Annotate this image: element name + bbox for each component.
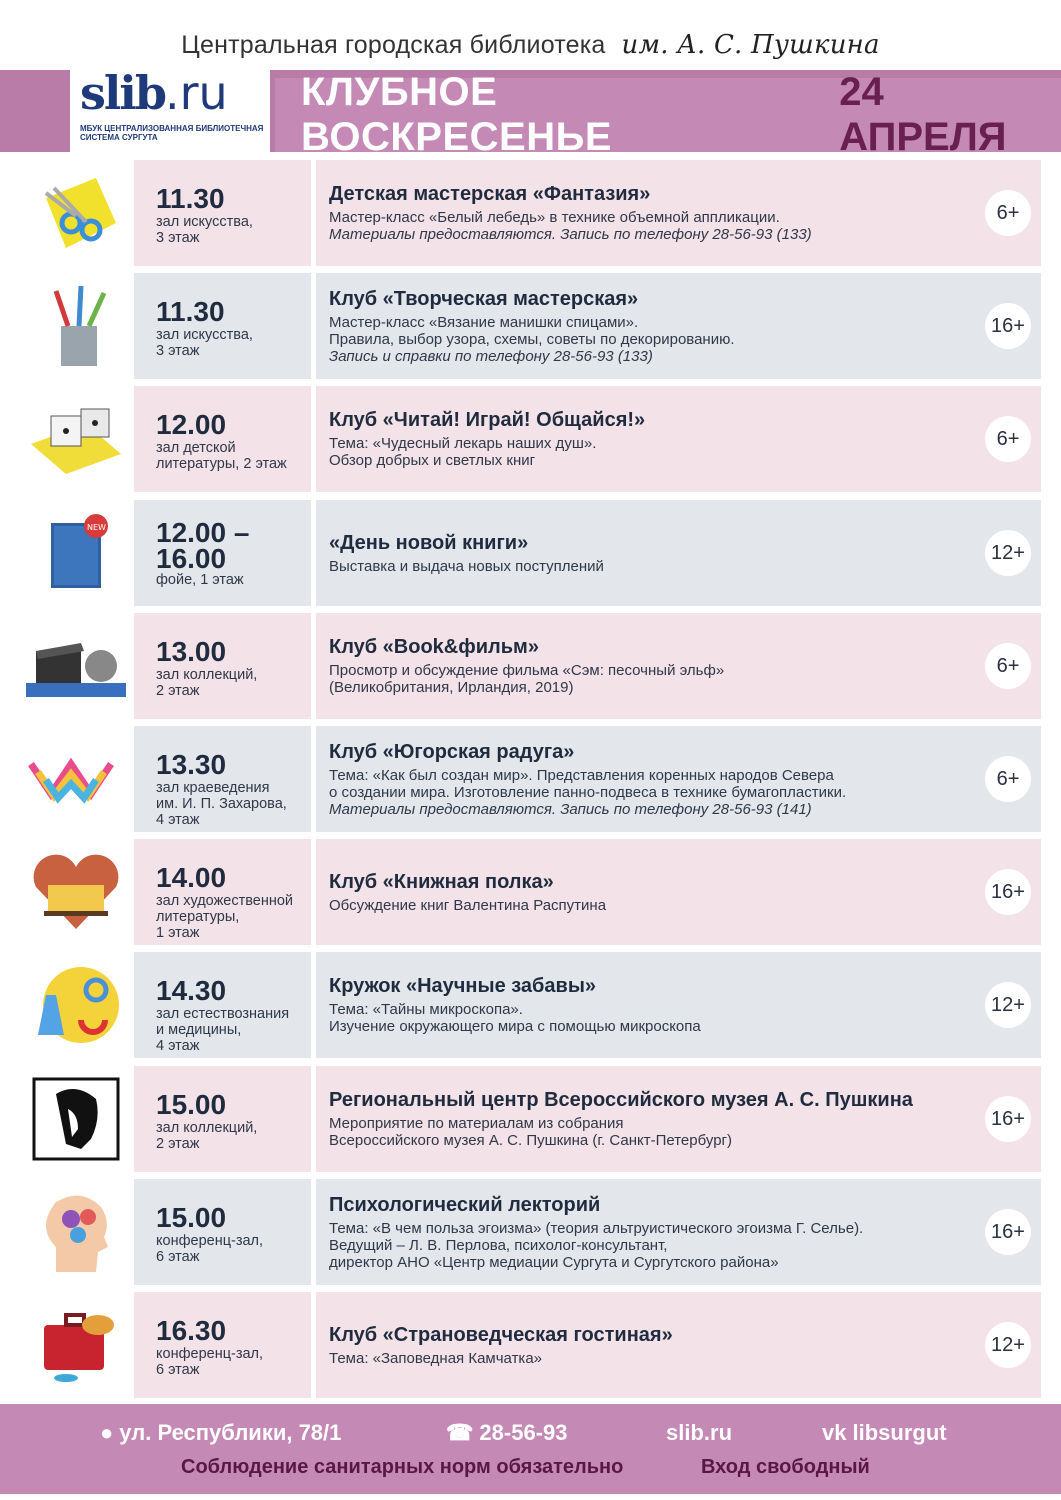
event-info-cell — [316, 1179, 1041, 1285]
event-description: Тема: «Как был создан мир». Представления коренных народов Севера — [329, 767, 834, 784]
dice-icon — [20, 386, 132, 492]
footer-note-entry: Вход свободный — [701, 1456, 870, 1478]
event-venue: зал искусства, — [156, 214, 253, 230]
event-time-cell — [134, 273, 311, 379]
event-time: 12.00 — [156, 409, 227, 440]
title-main: КЛУБНОЕ ВОСКРЕСЕНЬЕ — [301, 70, 613, 159]
event-row — [20, 726, 1041, 832]
event-venue: им. И. П. Захарова, — [156, 796, 287, 812]
svg-text:NEW: NEW — [87, 523, 106, 532]
logo-mark — [80, 66, 228, 120]
heart-bookshelf-icon — [20, 839, 132, 945]
event-title: Клуб «Творческая мастерская» — [329, 288, 639, 310]
event-venue: 6 этаж — [156, 1249, 200, 1265]
age-rating-badge: 12+ — [985, 982, 1031, 1028]
event-title: Клуб «Книжная полка» — [329, 871, 554, 893]
event-row — [20, 839, 1041, 945]
age-rating-badge: 16+ — [985, 1096, 1031, 1142]
library-name — [0, 30, 1061, 60]
event-time-cell — [134, 1292, 311, 1398]
event-time: 11.30 — [156, 296, 225, 327]
event-venue: зал естествознания — [156, 1006, 290, 1022]
event-venue: 4 этаж — [156, 812, 200, 828]
event-description: Правила, выбор узора, схемы, советы по декорированию. — [329, 331, 735, 348]
event-info-cell — [316, 613, 1041, 719]
event-description: Всероссийского музея А. С. Пушкина (г. Санкт-Петербург) — [329, 1132, 733, 1149]
library-name-text: Центральная городская библиотека — [181, 31, 606, 59]
logo[interactable] — [70, 62, 270, 154]
age-rating-badge: 12+ — [985, 530, 1031, 576]
event-time: 14.00 — [156, 862, 227, 893]
event-registration-note: Материалы предоставляются. Запись по телефону 28-56-93 (141) — [329, 801, 812, 818]
phone-icon: ☎ — [446, 1420, 474, 1445]
event-venue: конференц-зал, — [156, 1233, 264, 1249]
event-info-cell — [316, 273, 1041, 379]
event-venue: 3 этаж — [156, 230, 200, 246]
event-title: Клуб «Book&фильм» — [329, 636, 539, 658]
event-info-cell — [316, 160, 1041, 266]
event-time-cell — [134, 613, 311, 719]
event-time: 15.00 — [156, 1089, 227, 1120]
event-time: 14.30 — [156, 975, 227, 1006]
event-time-cell — [134, 386, 311, 492]
event-time-cell — [134, 952, 311, 1058]
event-description: Мастер-класс «Вязание манишки спицами». — [329, 314, 639, 331]
rainbow-logo-icon — [20, 726, 132, 832]
event-title: Клуб «Читай! Играй! Общайся!» — [329, 409, 646, 431]
vk-icon: vk — [822, 1420, 847, 1445]
science-flask-icon — [20, 952, 132, 1058]
event-venue: и медицины, — [156, 1022, 242, 1038]
event-description: Тема: «Заповедная Камчатка» — [329, 1350, 543, 1367]
event-description: Выставка и выдача новых поступлений — [329, 558, 604, 575]
event-info-cell — [316, 1066, 1041, 1172]
event-time: 13.00 — [156, 636, 227, 667]
age-rating-badge: 16+ — [985, 303, 1031, 349]
age-rating-badge: 12+ — [985, 1322, 1031, 1368]
event-venue: зал художественной — [156, 893, 294, 909]
event-info-cell — [316, 726, 1041, 832]
event-description: Мастер-класс «Белый лебедь» в технике объемной аппликации. — [329, 209, 780, 226]
footer — [0, 1404, 1061, 1494]
event-description: Обсуждение книг Валентина Распутина — [329, 897, 607, 914]
head-gears-icon — [20, 1179, 132, 1285]
event-venue: конференц-зал, — [156, 1346, 264, 1362]
page-title — [275, 70, 1061, 159]
event-description: (Великобритания, Ирландия, 2019) — [329, 679, 574, 696]
event-venue: 2 этаж — [156, 683, 200, 699]
event-info-cell — [316, 839, 1041, 945]
logo-mark-text: slib — [80, 66, 166, 120]
event-row — [20, 273, 1041, 379]
event-title: Клуб «Югорская радуга» — [329, 741, 575, 763]
age-rating-badge: 6+ — [985, 190, 1031, 236]
suitcase-icon — [20, 1292, 132, 1398]
event-venue: 2 этаж — [156, 1136, 200, 1152]
film-clapper-icon — [20, 613, 132, 719]
event-description: директор АНО «Центр медиации Сургута и Сургутского района» — [329, 1254, 779, 1271]
event-registration-note: Запись и справки по телефону 28-56-93 (133) — [329, 348, 653, 365]
event-registration-note: Материалы предоставляются. Запись по телефону 28-56-93 (133) — [329, 226, 812, 243]
event-row — [20, 952, 1041, 1058]
pushkin-portrait-icon — [20, 1066, 132, 1172]
event-description: Тема: «В чем польза эгоизма» (теория альтруистического эгоизма Г. Селье). — [329, 1220, 864, 1237]
event-time-cell — [134, 1066, 311, 1172]
event-description: Мероприятие по материалам из собрания — [329, 1115, 624, 1132]
event-time: 11.30 — [156, 183, 225, 214]
logo-suffix: .ru — [165, 66, 228, 120]
event-title: Психологический лекторий — [329, 1194, 601, 1216]
footer-vk[interactable] — [822, 1420, 947, 1446]
event-row — [20, 500, 1041, 606]
footer-address-text: ул. Республики, 78/1 — [119, 1420, 342, 1445]
event-info-cell — [316, 386, 1041, 492]
footer-address[interactable] — [100, 1420, 341, 1446]
event-venue: 3 этаж — [156, 343, 200, 359]
event-title: Клуб «Страноведческая гостиная» — [329, 1324, 673, 1346]
event-row — [20, 160, 1041, 266]
event-time-cell — [134, 160, 311, 266]
scissors-paper-icon — [20, 160, 132, 266]
footer-phone[interactable] — [446, 1420, 567, 1446]
footer-site-link[interactable]: slib.ru — [666, 1420, 733, 1445]
event-row — [20, 613, 1041, 719]
event-venue: фойе, 1 этаж — [156, 572, 244, 588]
title-date: 24 АПРЕЛЯ — [839, 70, 1007, 159]
event-time-cell — [134, 726, 311, 832]
event-time: 13.30 — [156, 749, 227, 780]
event-time-end: 16.00 — [156, 543, 227, 574]
event-venue: зал коллекций, — [156, 1120, 258, 1136]
event-time: 16.30 — [156, 1315, 227, 1346]
location-pin-icon: ● — [100, 1420, 114, 1445]
footer-phone-text: 28-56-93 — [479, 1420, 568, 1445]
event-venue: 6 этаж — [156, 1362, 200, 1378]
pencil-cup-icon — [20, 273, 132, 379]
event-time-cell — [134, 1179, 311, 1285]
footer-vk-text: libsurgut — [852, 1420, 947, 1445]
event-time: 12.00 – — [156, 517, 250, 548]
event-venue: литературы, 2 этаж — [156, 456, 287, 472]
age-rating-badge: 6+ — [985, 756, 1031, 802]
event-description: Тема: «Тайны микроскопа». — [329, 1001, 523, 1018]
logo-caption: МБУК ЦЕНТРАЛИЗОВАННАЯ БИБЛИОТЕЧНАЯ СИСТЕМА СУРГУТА — [80, 124, 264, 142]
event-venue: зал детской — [156, 440, 236, 456]
age-rating-badge: 6+ — [985, 643, 1031, 689]
event-title: Кружок «Научные забавы» — [329, 975, 597, 997]
event-venue: 4 этаж — [156, 1038, 200, 1054]
event-description: Тема: «Чудесный лекарь наших душ». — [329, 435, 597, 452]
event-row — [20, 1292, 1041, 1398]
event-venue: зал краеведения — [156, 780, 270, 796]
event-title: Детская мастерская «Фантазия» — [329, 183, 651, 205]
event-description: о создании мира. Изготовление панно-подвеса в технике бумагопластики. — [329, 784, 847, 801]
event-info-cell — [316, 952, 1041, 1058]
event-venue: 1 этаж — [156, 925, 200, 941]
event-venue: зал коллекций, — [156, 667, 258, 683]
footer-note-sanitary: Соблюдение санитарных норм обязательно — [181, 1456, 624, 1478]
event-time: 15.00 — [156, 1202, 227, 1233]
event-venue: зал искусства, — [156, 327, 253, 343]
new-book-icon — [20, 500, 132, 606]
pushkin-signature: им. А. С. Пушкина — [621, 30, 880, 60]
event-title: Региональный центр Всероссийского музея А. С. Пушкина — [329, 1089, 913, 1111]
age-rating-badge: 6+ — [985, 416, 1031, 462]
event-info-cell — [316, 500, 1041, 606]
event-description: Ведущий – Л. В. Перлова, психолог-консультант, — [329, 1237, 668, 1254]
event-time-cell — [134, 500, 311, 606]
event-venue: литературы, — [156, 909, 240, 925]
event-description: Изучение окружающего мира с помощью микроскопа — [329, 1018, 701, 1035]
event-description: Обзор добрых и светлых книг — [329, 452, 536, 469]
event-info-cell — [316, 1292, 1041, 1398]
event-row — [20, 386, 1041, 492]
age-rating-badge: 16+ — [985, 869, 1031, 915]
event-description: Просмотр и обсуждение фильма «Сэм: песочный эльф» — [329, 662, 725, 679]
event-row — [20, 1066, 1041, 1172]
event-row — [20, 1179, 1041, 1285]
age-rating-badge: 16+ — [985, 1209, 1031, 1255]
event-time-cell — [134, 839, 311, 945]
event-title: «День новой книги» — [329, 532, 529, 554]
